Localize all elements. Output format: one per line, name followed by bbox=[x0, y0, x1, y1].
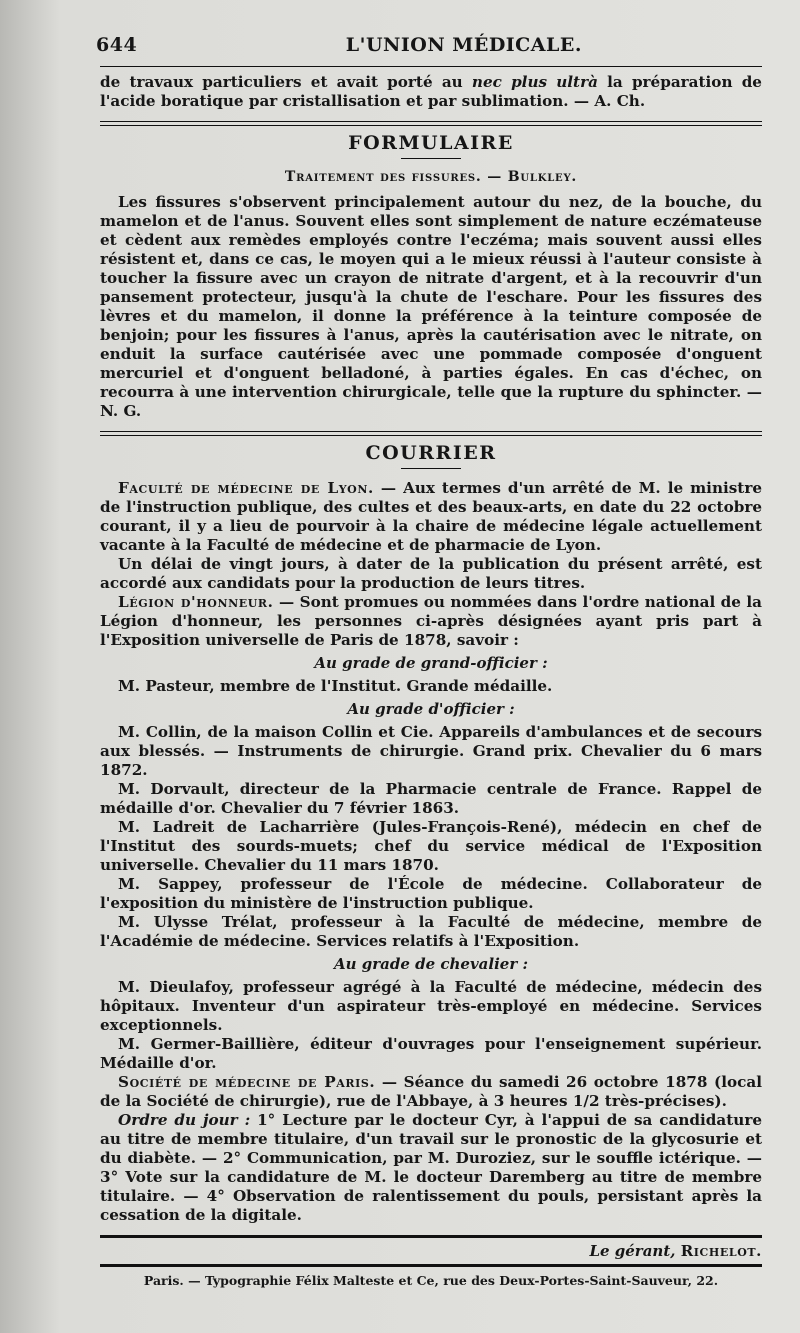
formulaire-short-rule bbox=[401, 158, 461, 159]
formulaire-body bbox=[100, 193, 762, 421]
legion-label: Légion d'honneur. bbox=[118, 593, 274, 611]
printer-footer: Paris. — Typographie Félix Malteste et Ce, rue des Deux-Portes-Saint-Sauveur, 22. bbox=[143, 1273, 719, 1288]
signature bbox=[100, 1242, 762, 1260]
sappey-entry: M. Sappey, professeur de l'École de médecine. Collaborateur de l'exposition du ministère de l'instruction publique. bbox=[100, 875, 762, 912]
germer-entry: M. Germer-Baillière, éditeur d'ouvrages pour l'enseignement supérieur. Médaille d'or. bbox=[100, 1035, 762, 1072]
legion-text: — Sont promues ou nommées dans l'ordre national de la Légion d'honneur, les personnes ci-après désignées ayant pris part à l'Exposition universelle de Paris de 1878, savoir : bbox=[100, 593, 762, 649]
delai-paragraph: Un délai de vingt jours, à dater de la publication du présent arrêté, est accordé aux candidats pour la production de leurs titres. bbox=[100, 555, 762, 592]
ordre-label: Ordre du jour : bbox=[118, 1111, 251, 1129]
grade-chevalier: Au grade de chevalier : bbox=[333, 955, 528, 973]
formulaire-subtitle: Traitement des fissures. — Bulkley. bbox=[284, 169, 578, 185]
section-divider bbox=[100, 431, 762, 436]
faculte-paragraph bbox=[100, 479, 762, 555]
grade-grand-officier: Au grade de grand-officier : bbox=[314, 654, 548, 672]
dieulafoy-entry: M. Dieulafoy, professeur agrégé à la Faculté de médecine, médecin des hôpitaux. Inventeur d'un aspirateur très-employé en médecine. Services exceptionnels. bbox=[100, 978, 762, 1034]
pasteur-entry: M. Pasteur, membre de l'Institut. Grande médaille. bbox=[118, 677, 553, 695]
ladreit-entry: M. Ladreit de Lacharrière (Jules-François-René), médecin en chef de l'Institut des sourds-muets; chef du service médical de l'Exposition universelle. Chevalier du 11 mars 1870. bbox=[100, 818, 762, 874]
societe-label: Société de médecine de Paris. bbox=[118, 1073, 376, 1091]
courrier-body bbox=[100, 479, 762, 1225]
courrier-short-rule bbox=[401, 468, 461, 469]
footer-rule bbox=[100, 1264, 762, 1267]
intro-text-italic: nec plus ultrà bbox=[471, 73, 598, 91]
section-divider bbox=[100, 121, 762, 126]
trelat-entry: M. Ulysse Trélat, professeur à la Faculté de médecine, membre de l'Académie de médecine. Services relatifs à l'Exposition. bbox=[100, 913, 762, 950]
header-rule bbox=[100, 66, 762, 67]
page-header bbox=[96, 34, 762, 66]
journal-title: L'UNION MÉDICALE. bbox=[345, 34, 582, 56]
faculte-label: Faculté de médecine de Lyon. bbox=[118, 479, 374, 497]
legion-paragraph bbox=[100, 593, 762, 650]
societe-paragraph bbox=[100, 1073, 762, 1111]
collin-entry: M. Collin, de la maison Collin et Cie. Appareils d'ambulances et de secours aux blessés. — Instruments de chirurgie. Grand prix. Chevalier du 6 mars 1872. bbox=[100, 723, 762, 779]
intro-text-a: de travaux particuliers et avait porté au bbox=[100, 73, 472, 91]
page-number: 644 bbox=[96, 34, 138, 56]
formulaire-paragraph: Les fissures s'observent principalement autour du nez, de la bouche, du mamelon et de l'anus. Souvent elles sont simplement de nature eczémateuse et cèdent aux remèdes employés contre l'eczéma; mais souvent aussi elles résistent et, dans ce cas, le moyen qui a le mieux réussi à l'auteur consiste à toucher la fissure avec un crayon de nitrate d'argent, et à la recouvrir d'un pansement protecteur, jusqu'à la chute de l'eschare. Pour les fissures des lèvres et du mamelon, il donne la préférence à la teinture composée de benjoin; pour les fissures à l'anus, après la cautérisation avec le nitrate, on enduit la surface cautérisée avec une pommade composée d'onguent mercuriel et d'onguent belladoné, à parties égales. En cas d'échec, on recourra à une intervention chirurgicale, telle que la rupture du sphincter. — N. G. bbox=[100, 193, 762, 420]
courrier-title: COURRIER bbox=[365, 442, 497, 464]
bottom-rule bbox=[100, 1235, 762, 1238]
signature-name: Richelot. bbox=[680, 1242, 762, 1260]
faculte-text: — Aux termes d'un arrêté de M. le ministre de l'instruction publique, des cultes et des beaux-arts, en date du 22 octobre courant, il y a lieu de pourvoir à la chaire de médecine légale actuellement vacante à la Faculté de médecine et de pharmacie de Lyon. bbox=[100, 479, 762, 554]
intro-paragraph bbox=[100, 73, 762, 111]
ordre-paragraph bbox=[100, 1111, 762, 1225]
dorvault-entry: M. Dorvault, directeur de la Pharmacie centrale de France. Rappel de médaille d'or. Chevalier du 7 février 1863. bbox=[100, 780, 762, 817]
formulaire-title: FORMULAIRE bbox=[348, 132, 514, 154]
ordre-text: 1° Lecture par le docteur Cyr, à l'appui de sa candidature au titre de membre titulaire, d'un travail sur le pronostic de la glycosurie et du diabète. — 2° Communication, par M. Duroziez, sur le souffle ictérique. — 3° Vote sur la candidature de M. le docteur Daremberg au titre de membre titulaire. — 4° Observation de ralentissement du pouls, persistant après la cessation de la digitale. bbox=[100, 1111, 762, 1224]
intro-text-b: la préparation de l'acide boratique par cristallisation et par sublimation. — A. Ch. bbox=[100, 73, 762, 110]
societe-text: — Séance du samedi 26 octobre 1878 (local de la Société de chirurgie), rue de l'Abbaye, à 3 heures 1/2 très-précises). bbox=[100, 1073, 762, 1110]
grade-officier: Au grade d'officier : bbox=[347, 700, 515, 718]
signature-label: Le gérant, bbox=[589, 1242, 676, 1260]
